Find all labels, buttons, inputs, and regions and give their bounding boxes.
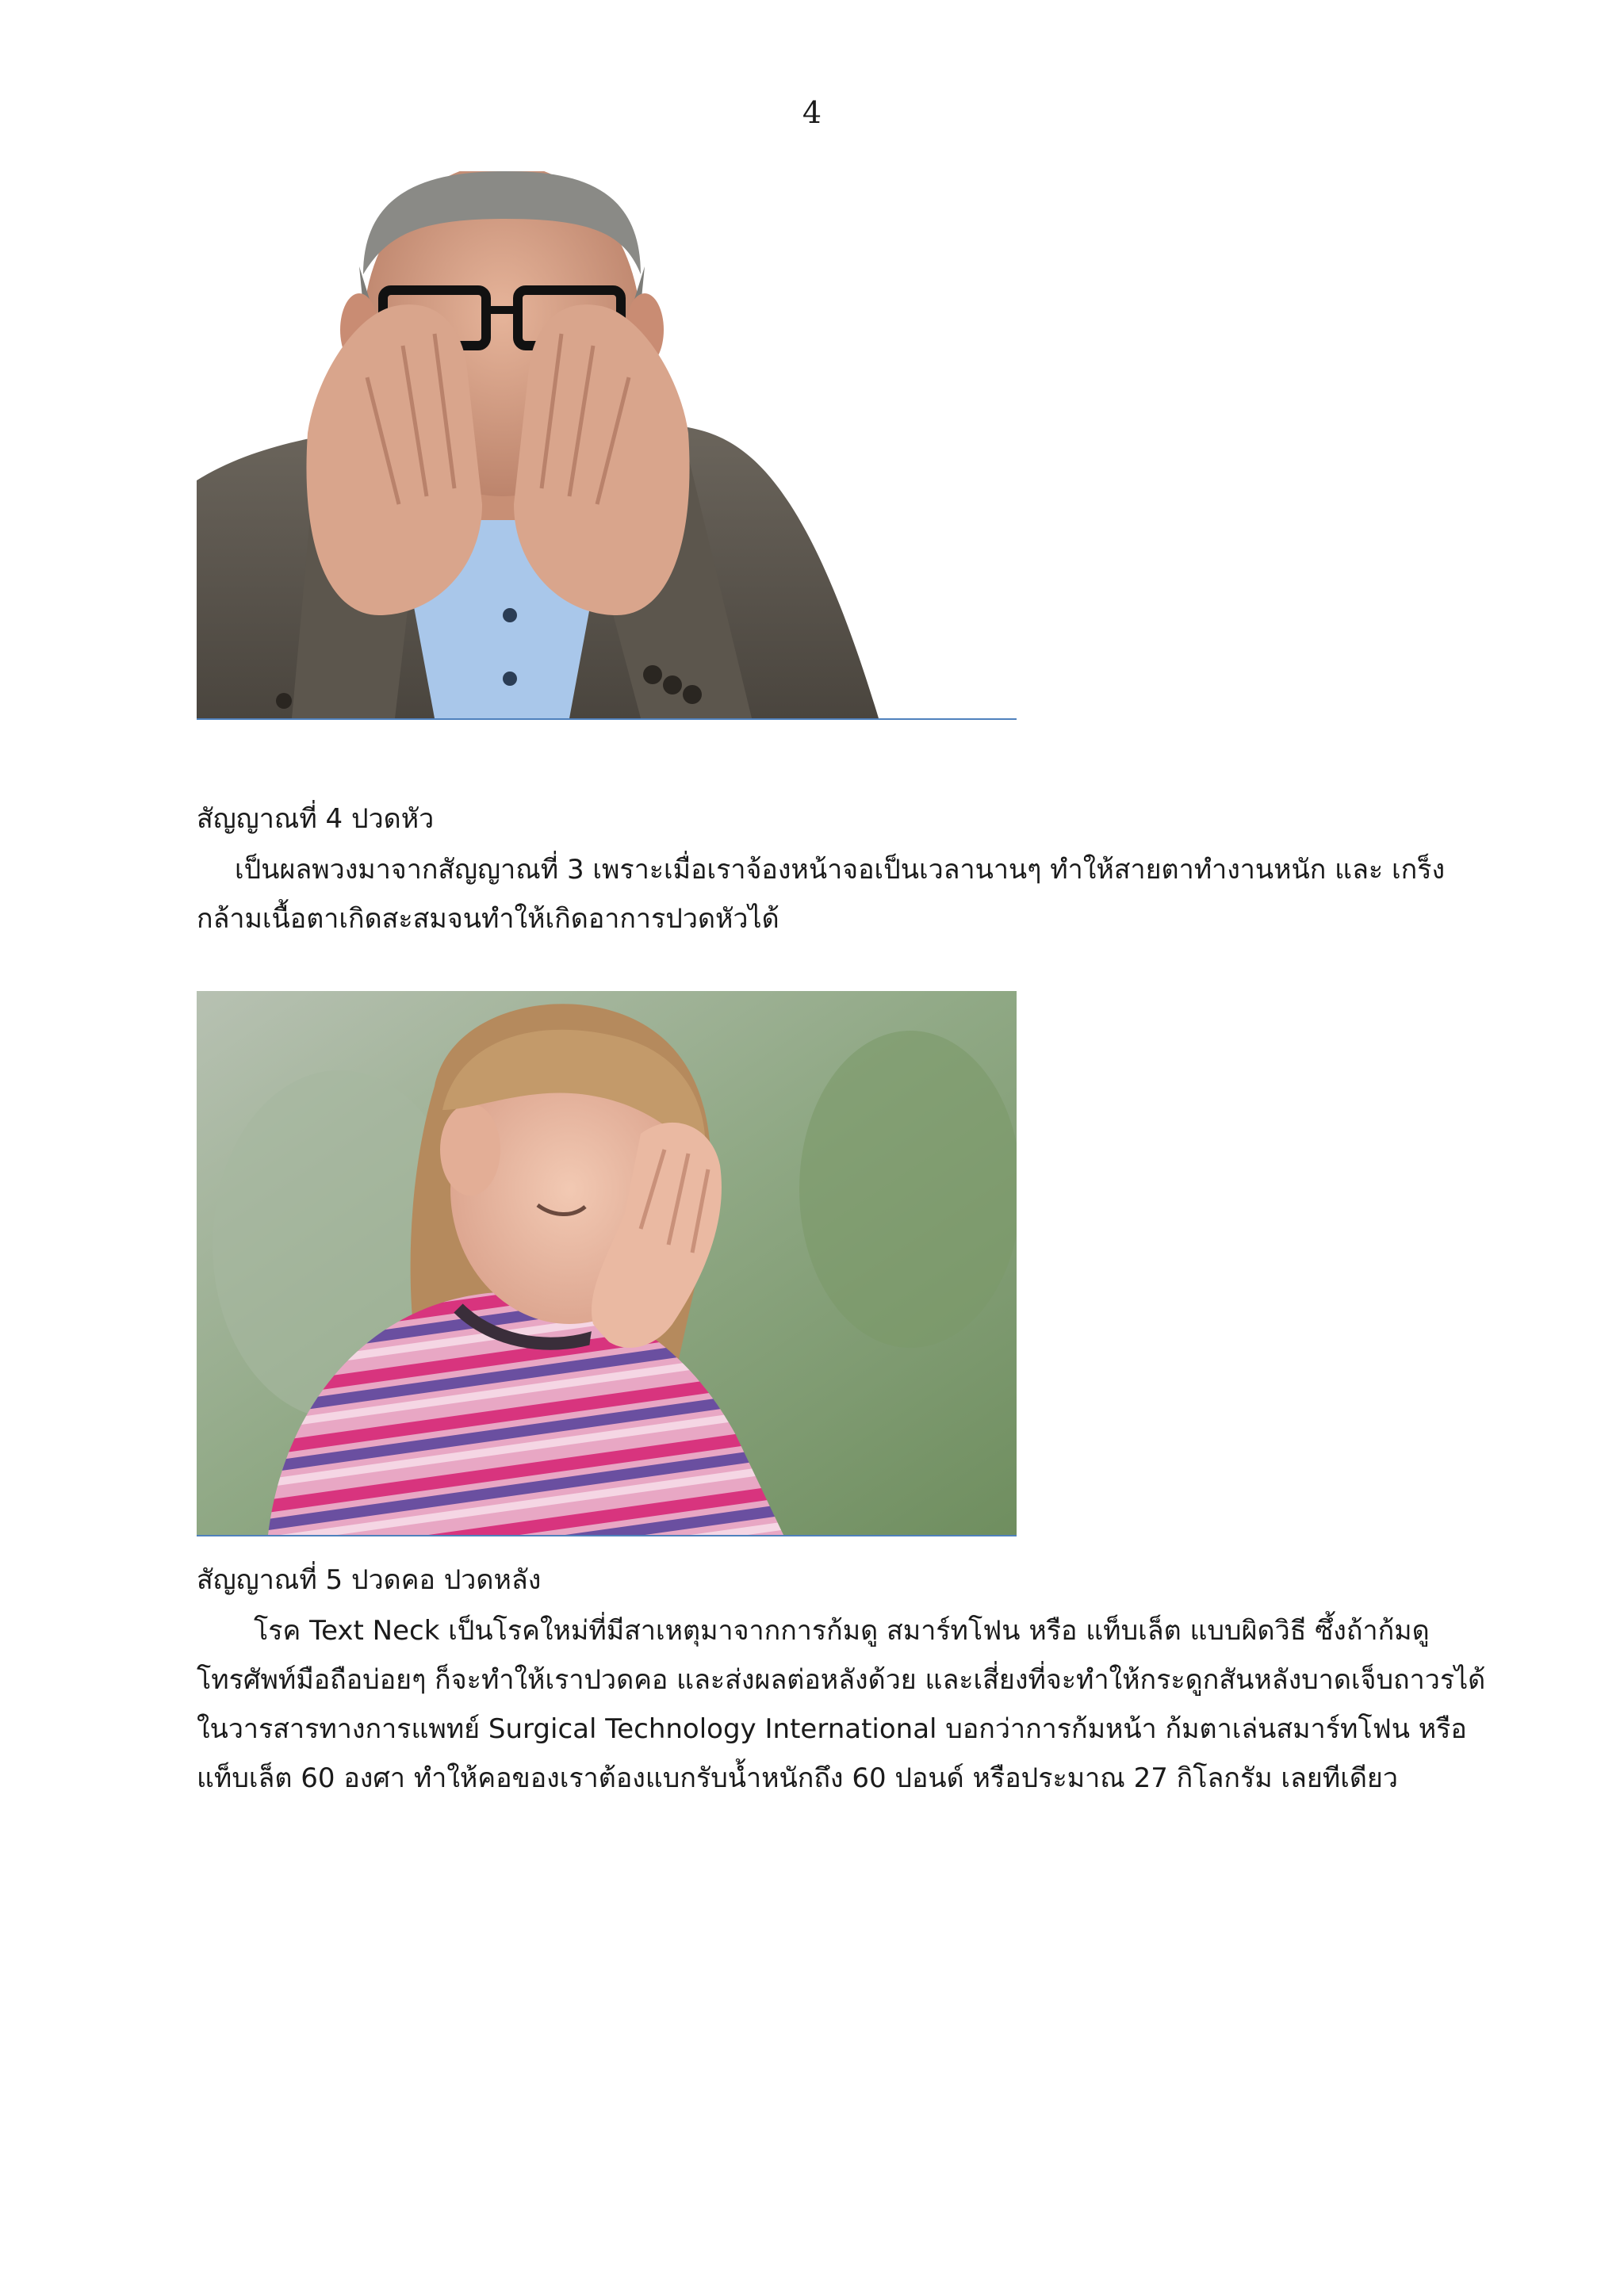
section-5-paragraph: โรค Text Neck เป็นโรคใหม่ที่มีสาเหตุมาจากการก้มดู สมาร์ทโฟน หรือ แท็บเล็ต แบบผิดวิธี ซึ้งถ้าก้มดูโทรศัพท์มือถือบ่อยๆ ก็จะทำให้เราปวดคอ และส่งผลต่อหลังด้วย และเสี่ยงที่จะทำให้กระดูกสันหลังบาดเจ็บถาวรได้ ในวารสารทางการแพทย์ Surgical Technology International บอกว่าการก้มหน้า ก้มตาเล่นสมาร์ทโฟน หรือแท็บเล็ต 60 องศา ทำให้คอของเราต้องแบกรับน้ำหนักถึง 60 ปอนด์ หรือประมาณ 27 กิโลกรัม เลยทีเดียว	[197, 1615, 1486, 1794]
section-5-heading: สัญญาณที่ 5 ปวดคอ ปวดหลัง	[197, 1564, 542, 1596]
page-number: 4	[802, 95, 822, 130]
section-4-paragraph: เป็นผลพวงมาจากสัญญาณที่ 3 เพราะเมื่อเราจ้องหน้าจอเป็นเวลานานๆ ทำให้สายตาทำงานหนัก และ เกร็งกล้ามเนื้อตาเกิดสะสมจนทำให้เกิดอาการปวดหัวได้	[197, 854, 1446, 935]
figure-2-underline	[197, 1535, 1017, 1536]
section-4-heading: สัญญาณที่ 4 ปวดหัว	[197, 803, 435, 835]
man-rubbing-eyes-photo	[197, 171, 1017, 718]
figure-1-underline	[197, 718, 1017, 720]
girl-holding-forehead-photo	[197, 991, 1017, 1535]
